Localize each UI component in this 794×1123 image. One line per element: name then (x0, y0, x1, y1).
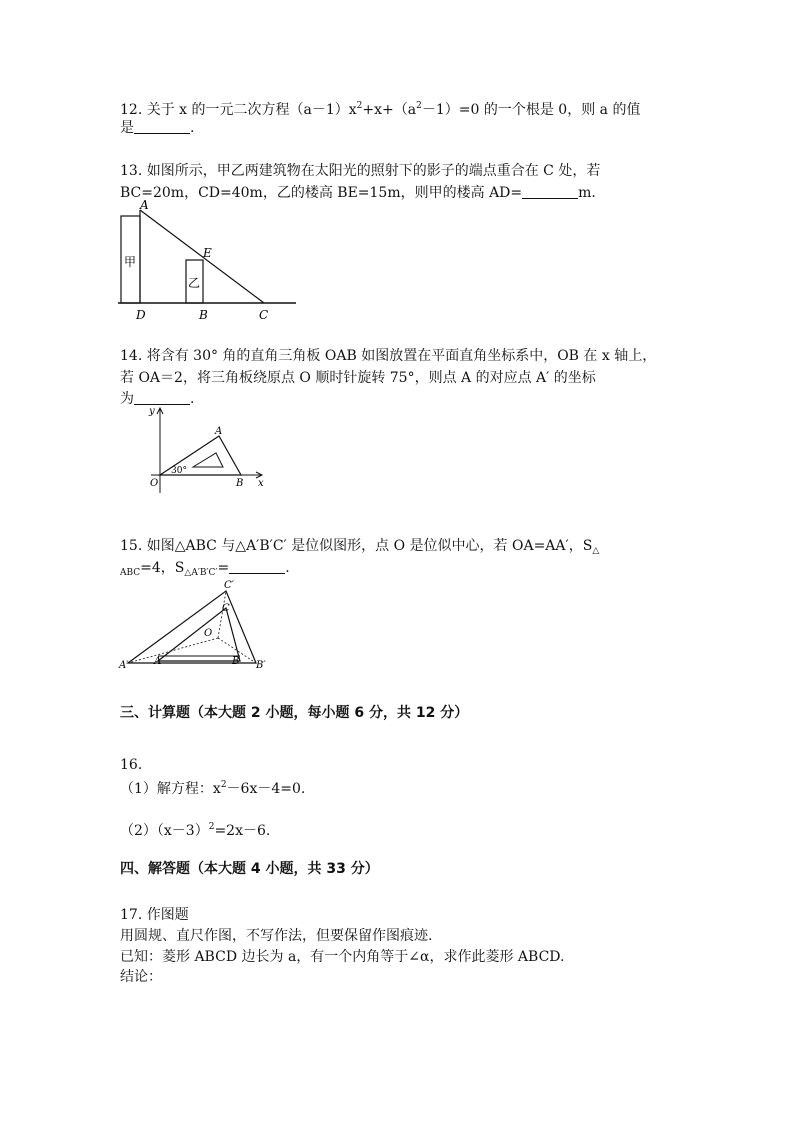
label-O: O (204, 628, 213, 639)
q12-sup-1: 2 (356, 101, 363, 111)
label-C: C (222, 603, 230, 614)
q15-answer-blank[interactable] (229, 559, 285, 574)
q12-sup-2: 2 (416, 101, 422, 111)
label-x: x (258, 478, 264, 489)
q16-p2-sup: 2 (208, 822, 215, 832)
q16-p1-text-b: －6x－4=0. (226, 781, 306, 797)
section-3-heading: 三、计算题（本大题 2 小题，每小题 6 分，共 12 分） (120, 705, 469, 721)
q16-p1-text: （1）解方程：x (120, 781, 221, 797)
q12-line1 (120, 96, 640, 120)
q14-line3: 为 . (120, 391, 195, 407)
label-C: C (259, 308, 269, 322)
sun-ray (140, 210, 264, 303)
q15-line2: $_{ABC}$=4，$S_{\triangle A'B'C'}=$ . (120, 560, 290, 578)
q12-line2: 是 . (120, 120, 195, 136)
q14-figure (145, 405, 270, 495)
label-D: D (136, 308, 146, 322)
q16-p2-text: （2）（x－3） (120, 823, 209, 839)
triangle-hole (193, 453, 223, 467)
q12-text-b: +x+（a (362, 102, 417, 118)
label-B1: B′ (256, 660, 266, 671)
q17-conclusion: 结论： (120, 969, 162, 985)
q13-text-a: BC=20m，CD=40m，乙的楼高 BE=15m，则甲的楼高 AD= (120, 185, 523, 201)
q16-number: 16. (120, 757, 143, 773)
ray-OC (218, 591, 226, 638)
q16-part1 (120, 775, 305, 799)
inner-triangle (158, 608, 240, 661)
q15-sub-c: △A′B′C′ (184, 568, 218, 578)
label-jia: 甲 (124, 255, 137, 269)
q15-sub-b: ABC (120, 568, 141, 578)
q17-line2: 已知：菱形 ABCD 边长为 a，有一个内角等于∠α，求作此菱形 ABCD. (120, 949, 565, 965)
label-A: A (215, 426, 223, 437)
section-4-heading: 四、解答题（本大题 4 小题，共 33 分） (120, 861, 379, 877)
q14-line1: 14. 将含有 30° 角的直角三角板 OAB 如图放置在平面直角坐标系中，OB 在 x 轴上， (120, 348, 657, 364)
label-angle: 30° (171, 466, 187, 476)
label-O: O (150, 478, 159, 489)
q15-text-c: = (217, 560, 230, 576)
label-A: A (140, 198, 149, 212)
label-B: B (232, 656, 240, 667)
label-y: y (149, 406, 155, 417)
q12-text-d: 是 (120, 120, 134, 136)
label-A1: A′ (119, 660, 129, 671)
q13-answer-blank[interactable] (522, 184, 578, 199)
label-B: B (236, 478, 244, 489)
q14-text-a: 为 (120, 391, 134, 407)
q15-text-b: =4，S (140, 560, 185, 576)
q16-part2 (120, 817, 270, 841)
q15-sub-a: △ (592, 546, 600, 556)
label-B: B (199, 308, 208, 322)
outer-triangle (128, 591, 256, 663)
label-C1: C′ (224, 580, 234, 591)
q13-figure (118, 198, 300, 324)
q12-text-a: 12. 关于 x 的一元二次方程（a－1）x (120, 102, 357, 118)
label-E: E (203, 246, 212, 260)
q15-figure (118, 578, 268, 670)
q14-answer-blank[interactable] (134, 390, 190, 405)
q16-p1-sup: 2 (220, 780, 227, 790)
q13-text-b: m. (578, 185, 596, 201)
q17-line1: 用圆规、直尺作图，不写作法，但要保留作图痕迹. (120, 928, 433, 944)
label-yi: 乙 (188, 276, 201, 290)
ray-OA (128, 638, 218, 663)
q14-line2: 若 OA＝2，将三角板绕原点 O 顺时针旋转 75°，则点 A 的对应点 A′ 的坐标 (120, 370, 596, 386)
q12-answer-blank[interactable] (134, 119, 190, 134)
label-A: A (154, 656, 162, 667)
q16-p2-text-b: =2x－6. (214, 823, 271, 839)
q12-text-c: －1）=0 的一个根是 0，则 a 的值 (421, 102, 641, 118)
q13-line1: 13. 如图所示，甲乙两建筑物在太阳光的照射下的影子的端点重合在 C 处，若 (120, 163, 601, 179)
q15-text-a: 15. 如图△ABC 与△A′B′C′ 是位似图形，点 O 是位似中心，若 OA=AA′，S (120, 538, 593, 554)
q17-title: 17. 作图题 (120, 907, 189, 923)
